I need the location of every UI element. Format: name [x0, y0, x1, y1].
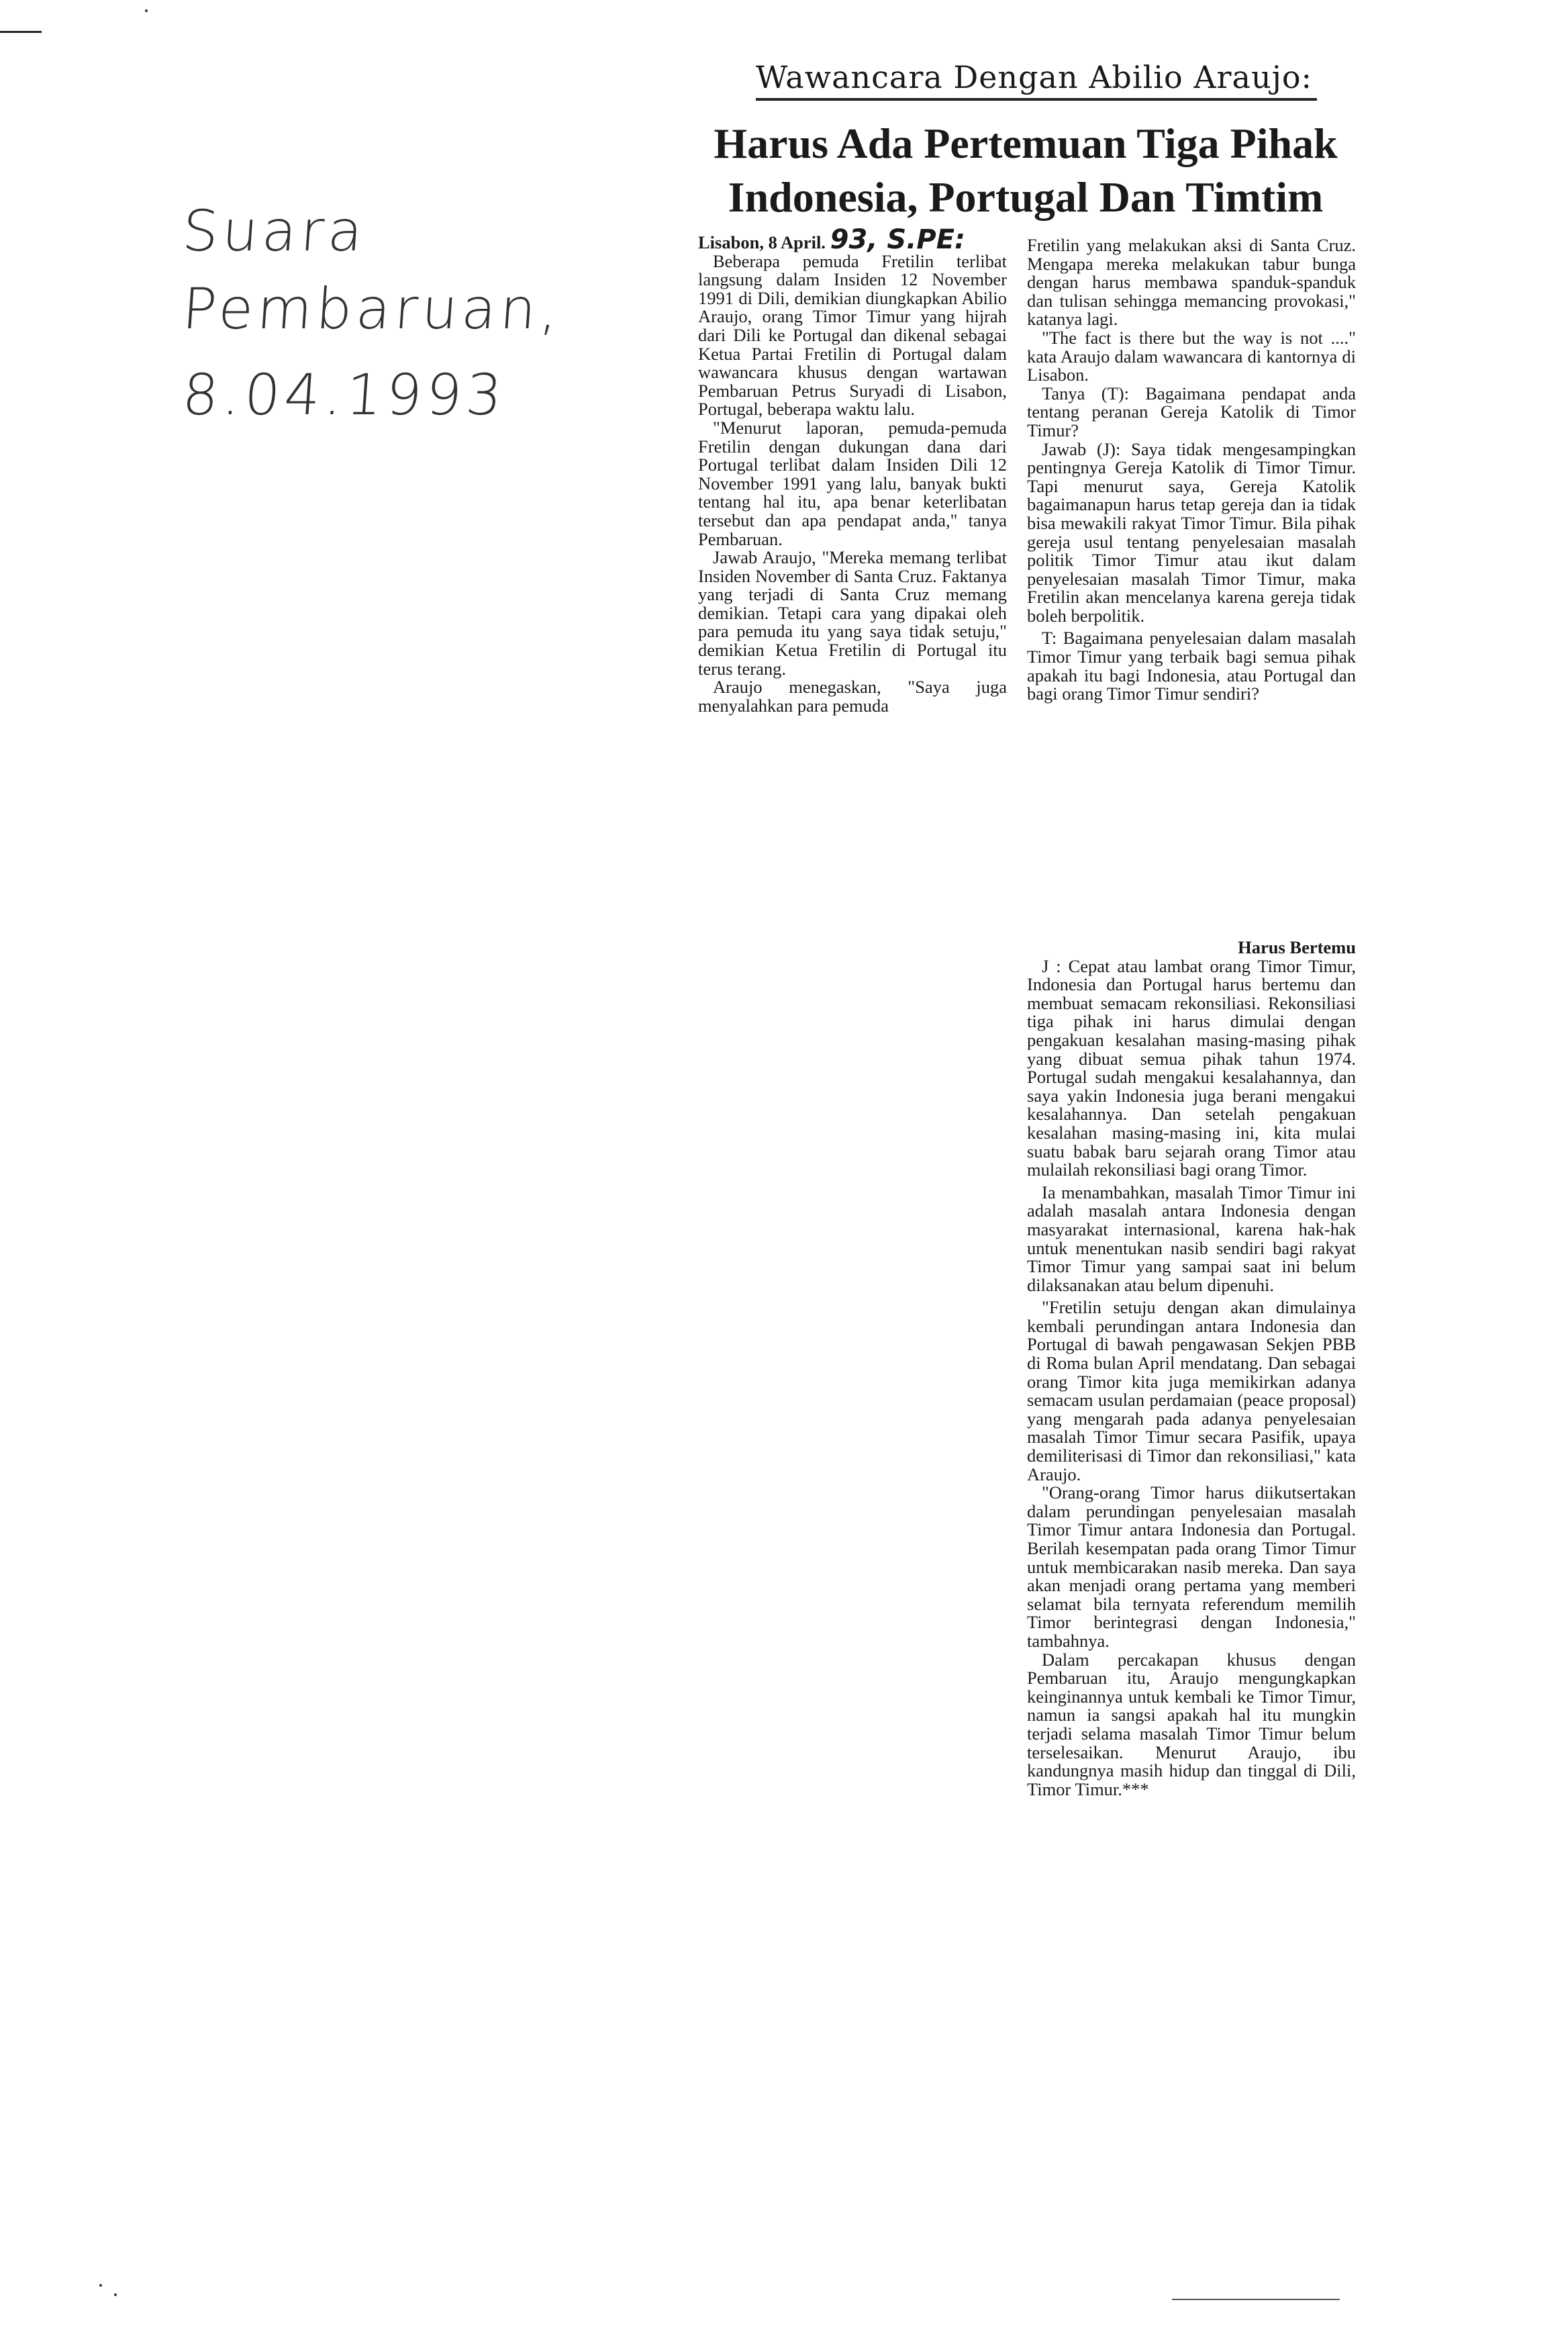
paragraph: Jawab Araujo, "Mereka memang terlibat Insiden November di Santa Cruz. Faktanya yang terjadi di Santa Cruz memang demikian. Tetapi cara yang dipakai oleh para pemuda itu yang saya tidak setuju," demikian Ketua Fretilin di Portugal itu terus terang. [698, 547, 1007, 679]
article-headline [697, 117, 1355, 224]
article-kicker: Wawancara Dengan Abilio Araujo: [756, 59, 1313, 95]
paragraph: "Menurut laporan, pemuda-pemuda Fretilin dengan dukungan dana dari Portugal terlibat dalam Insiden Dili 12 November 1991 yang lalu, banyak bukti tentang hal itu, apa benar keterlibatan tersebut dan apa pendapat anda," tanya Pembaruan. [698, 417, 1007, 549]
scan-speck [114, 2293, 117, 2296]
answer-paragraph: Jawab (J): Saya tidak mengesampingkan pentingnya Gereja Katolik di Timor Timur. Tapi menurut saya, Gereja Katolik bagaimanapun harus tetap gereja dan ia tidak bisa mewakili rakyat Timor Timur. Bila pihak gereja usul tentang penyelesaian masalah politik Timor Timur atau ikut dalam penyelesaian masalah Timor Timur, maka Fretilin akan mencelanya karena gereja tidak boleh berpolitik. [1027, 438, 1356, 626]
handwritten-source-date: 8.04.1993 [180, 362, 508, 428]
end-rule [1172, 2299, 1340, 2300]
scan-speck [145, 9, 148, 12]
handwritten-source-name: Suara [180, 198, 369, 264]
article-column-1 [698, 224, 1007, 716]
paragraph: "Orang-orang Timor harus diikutsertakan dalam perundingan penyelesaian masalah Timor Timur antara Indonesia dan Portugal. Berilah kesempatan pada orang Timor Timur untuk membicarakan nasib mereka. Dan saya akan menjadi orang pertama yang memberi selamat bila ternyata referendum memilih Timor berintegrasi dengan Indonesia," tambahnya. [1027, 1482, 1356, 1651]
article-column-3 [1027, 939, 1356, 1799]
handwritten-dateline-note: 93, S.PE: [830, 224, 966, 255]
headline-line-1: Harus Ada Pertemuan Tiga Pihak [714, 120, 1338, 167]
quote-paragraph: "The fact is there but the way is not ...." kata Araujo dalam wawancara di kantornya di Lisabon. [1027, 327, 1356, 385]
article-column-2 [1027, 236, 1356, 704]
headline-line-2: Indonesia, Portugal Dan Timtim [728, 173, 1324, 221]
scan-speck [99, 2284, 102, 2287]
kicker-underline [756, 98, 1317, 101]
corner-rule-mark [0, 31, 42, 33]
paragraph: "Fretilin setuju dengan akan dimulainya kembali perundingan antara Indonesia dan Portugal di bawah pengawasan Sekjen PBB di Roma bulan April mendatang. Dan sebagai orang Timor kita juga memikirkan adanya semacam usulan perdamaian (peace proposal) yang mengarah pada adanya penyelesaian masalah Timor Timur secara Pasifik, upaya demiliterisasi di Timor dan rekonsiliasi," kata Araujo. [1027, 1297, 1356, 1484]
dateline-paragraph [698, 224, 1007, 255]
answer-paragraph: J : Cepat atau lambat orang Timor Timur, Indonesia dan Portugal harus bertemu dan membuat semacam rekonsiliasi. Rekonsiliasi tiga pihak ini harus dimulai dengan pengakuan kesalahan masing-masing pihak yang dibuat semua pihak tahun 1974. Portugal sudah mengakui kesalahannya, dan saya yakin Indonesia juga berani mengakui kesalahannya. Dan setelah pengakuan kesalahan masing-masing ini, kita mulai suatu babak baru sejarah orang Timor atau mulailah rekonsiliasi bagi orang Timor. [1027, 955, 1356, 1180]
paragraph: Fretilin yang melakukan aksi di Santa Cruz. Mengapa mereka melakukan tabur bunga dengan harus membawa spanduk-spanduk dan tulisan sehingga memancing provokasi," katanya lagi. [1027, 235, 1356, 330]
paragraph: Ia menambahkan, masalah Timor Timur ini adalah masalah antara Indonesia dengan masyarakat internasional, karena hak-hak untuk menentukan nasib sendiri bagi rakyat Timor Timur yang sampai saat ini belum dilaksanakan atau belum dipenuhi. [1027, 1182, 1356, 1295]
subhead: Harus Bertemu [1238, 937, 1356, 957]
dateline: Lisabon, 8 April. [698, 232, 826, 252]
paragraph: Beberapa pemuda Fretilin terlibat langsung dalam Insiden 12 November 1991 di Dili, demikian diungkapkan Abilio Araujo, orang Timor Timur yang hijrah dari Dili ke Portugal dan dikenal sebagai Ketua Partai Fretilin di Portugal dalam wawancara khusus dengan wartawan Pembaruan Petrus Suryadi di Lisabon, Portugal, beberapa waktu lalu. [698, 250, 1007, 420]
handwritten-source-paper: Pembaruan, [180, 276, 565, 342]
paragraph: Dalam percakapan khusus dengan Pembaruan itu, Araujo mengungkapkan keinginannya untuk kembali ke Timor Timur, namun ia sangsi apakah hal itu mungkin terjadi selama masalah Timor Timur belum terselesaikan. Menurut Araujo, ibu kandungnya masih hidup dan tinggal di Dili, Timor Timur.*** [1027, 1649, 1356, 1799]
question-paragraph: Tanya (T): Bagaimana pendapat anda tentang peranan Gereja Katolik di Timor Timur? [1027, 383, 1356, 440]
question-paragraph: T: Bagaimana penyelesaian dalam masalah Timor Timur yang terbaik bagi semua pihak apakah itu bagi Indonesia, atau Portugal dan bagi orang Timor Timur sendiri? [1027, 628, 1356, 704]
paragraph: Araujo menegaskan, "Saya juga menyalahkan para pemuda [698, 677, 1007, 716]
